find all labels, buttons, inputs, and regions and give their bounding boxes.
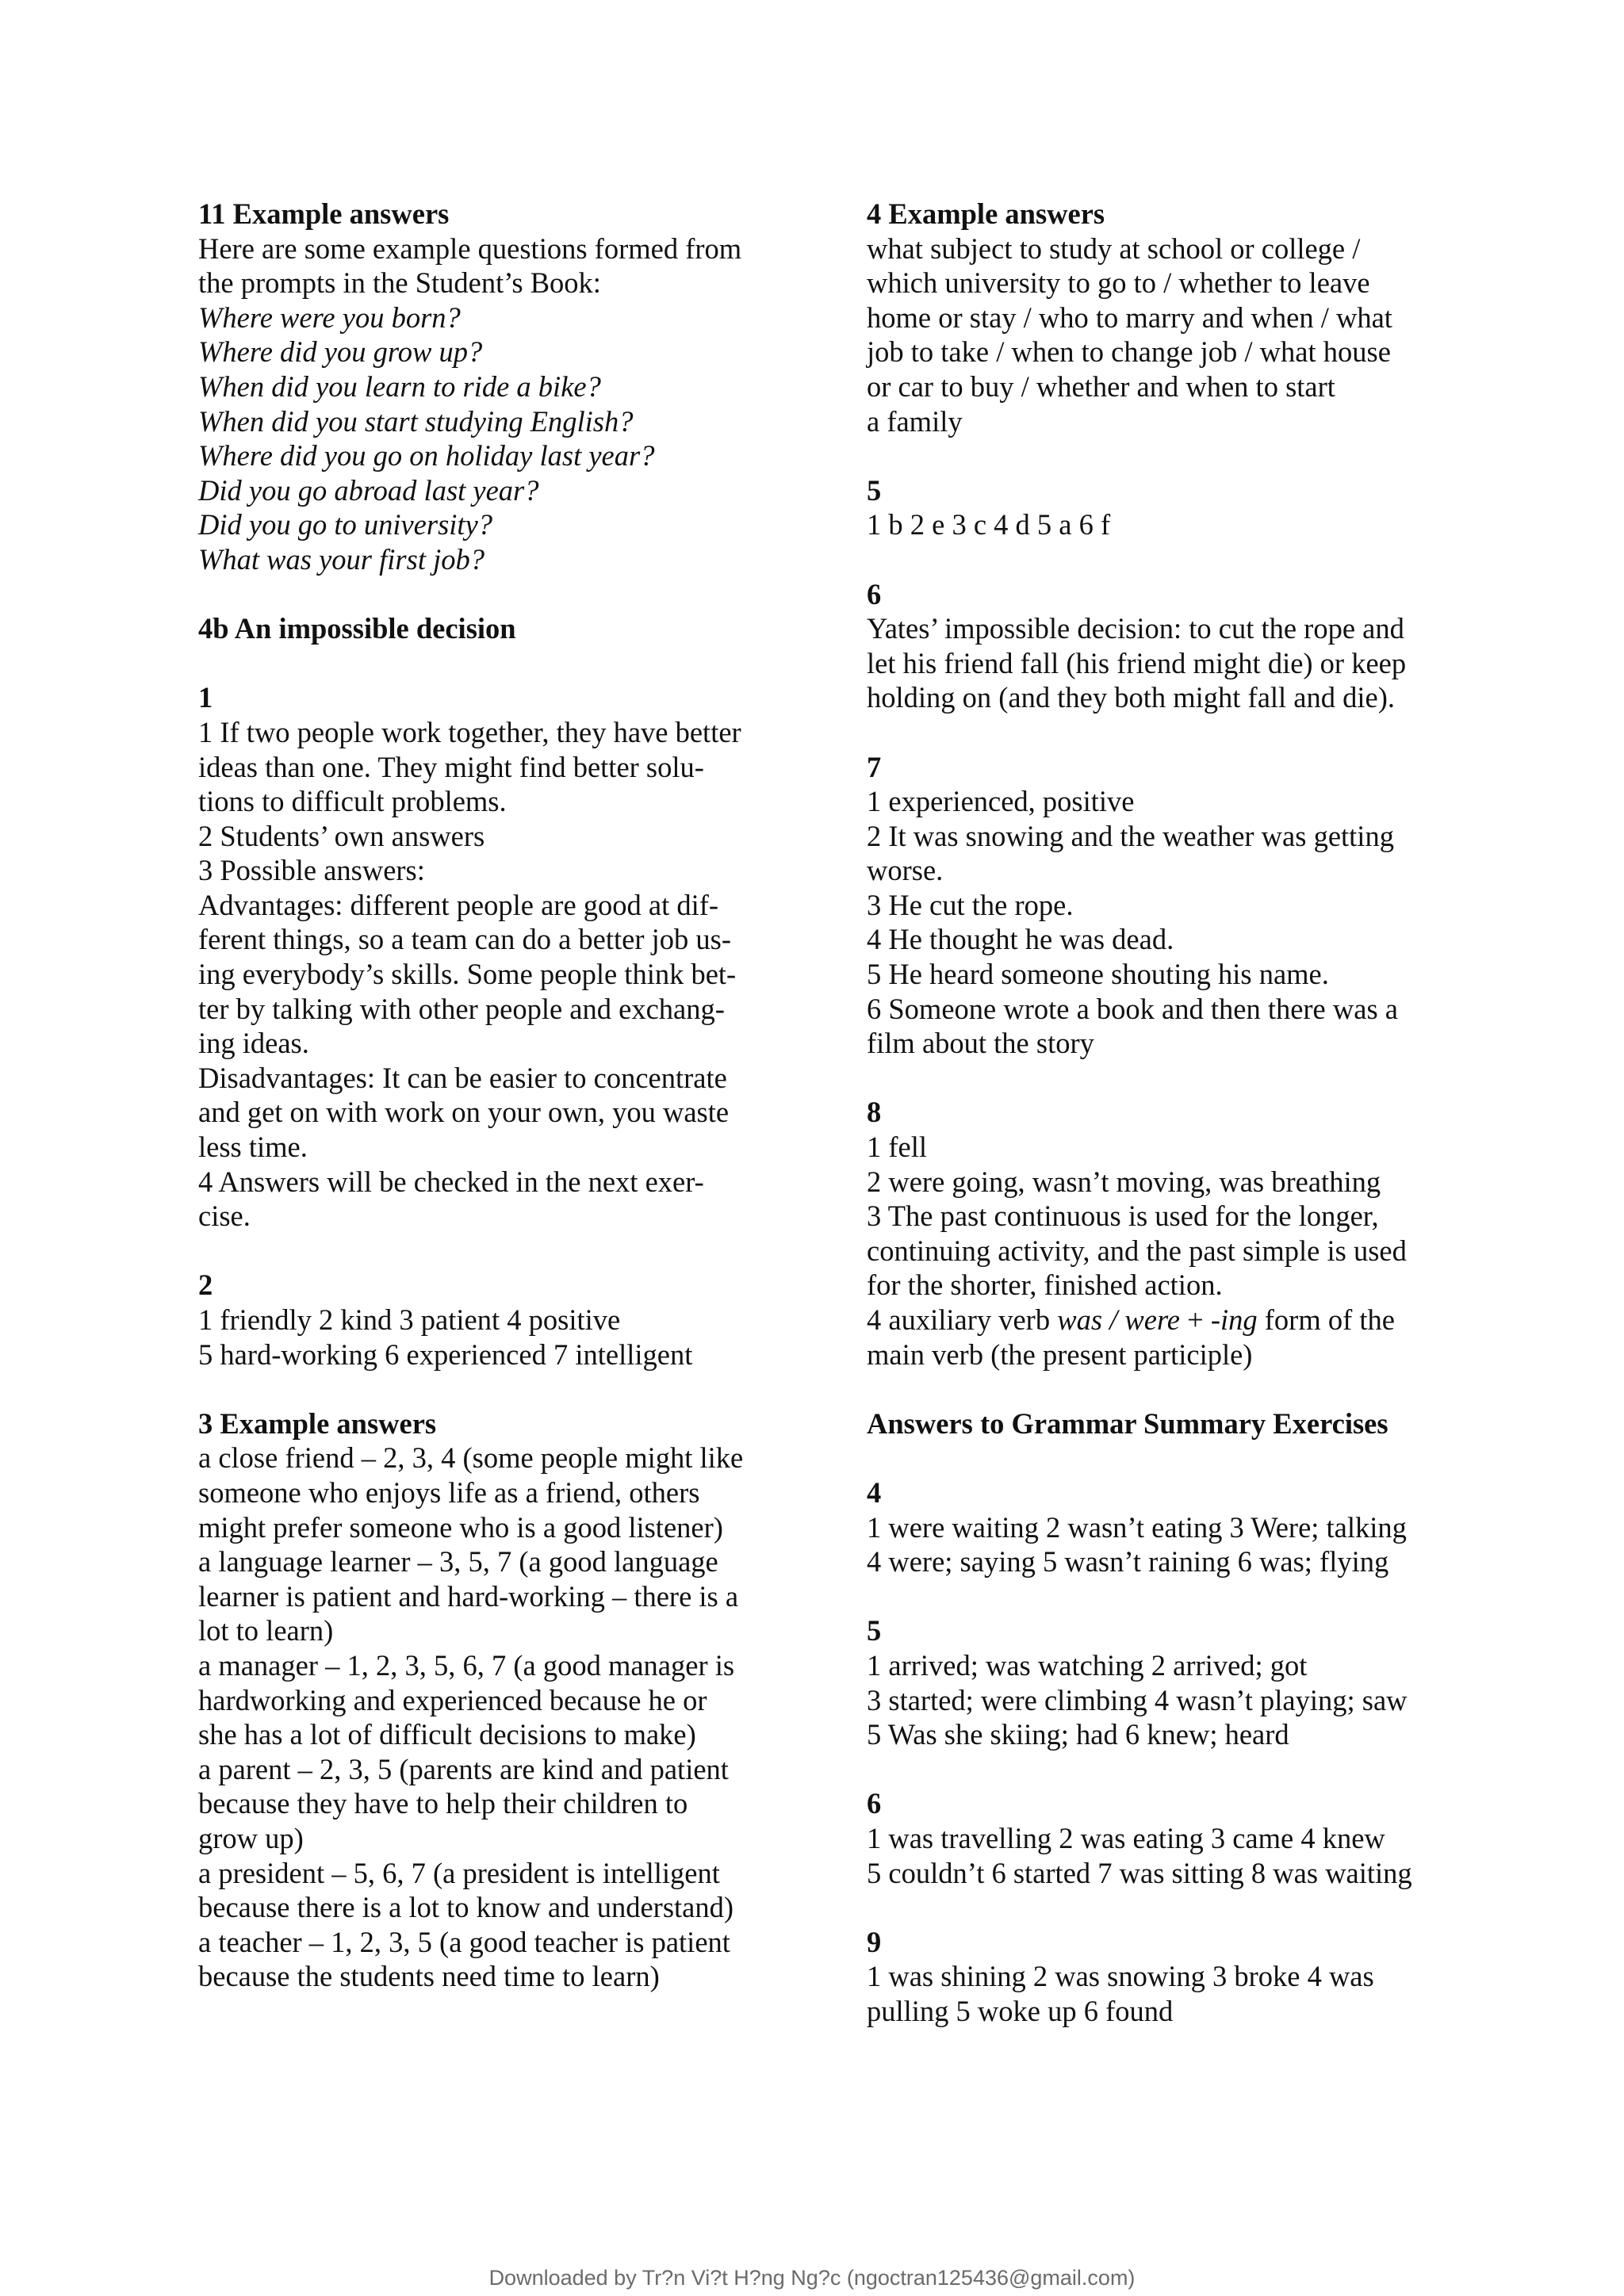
text-line: main verb (the present participle)	[867, 1337, 1253, 1371]
text-line: 1 was shining 2 was snowing 3 broke 4 was	[867, 1960, 1374, 1993]
text-line: because the students need time to learn)	[198, 1960, 660, 1993]
text-line: a language learner – 3, 5, 7 (a good language	[198, 1545, 718, 1578]
text-line: learner is patient and hard-working – there is a	[198, 1579, 739, 1613]
text-line: continuing activity, and the past simple is used	[867, 1234, 1407, 1267]
text-line: what subject to study at school or college /	[867, 232, 1361, 265]
section-heading: 5	[867, 1614, 882, 1647]
text-line: a teacher – 1, 2, 3, 5 (a good teacher is patient	[198, 1925, 730, 1958]
text-line: 1 were waiting 2 wasn’t eating 3 Were; talking	[867, 1510, 1407, 1544]
text-line: 2 It was snowing and the weather was getting	[867, 819, 1394, 852]
text-line: a president – 5, 6, 7 (a president is intelligent	[198, 1856, 720, 1889]
section-heading: 9	[867, 1925, 882, 1958]
paragraph-gap	[198, 646, 785, 681]
paragraph-gap	[867, 1579, 1469, 1614]
text-line: 1 experienced, positive	[867, 785, 1135, 818]
left-column	[198, 197, 785, 1994]
section-heading: 2	[198, 1269, 213, 1302]
text-line: ideas than one. They might find better solu-	[198, 750, 704, 783]
text-line: a manager – 1, 2, 3, 5, 6, 7 (a good manager is	[198, 1648, 735, 1682]
text-line: 5 He heard someone shouting his name.	[867, 958, 1329, 991]
text-line: 1 was travelling 2 was eating 3 came 4 knew	[867, 1821, 1385, 1854]
text-line: 1 If two people work together, they have better	[198, 715, 741, 748]
section-heading: 4 Example answers	[867, 197, 1105, 230]
text-line: a family	[867, 404, 963, 438]
text-line: worse.	[867, 854, 944, 887]
text-line: 4 He thought he was dead.	[867, 923, 1174, 956]
section-heading: 5	[867, 473, 882, 507]
text-segment: 4 auxiliary verb	[867, 1303, 1058, 1336]
text-line: Advantages: different people are good at dif-	[198, 888, 719, 921]
text-line: 1 arrived; was watching 2 arrived; got	[867, 1648, 1308, 1682]
text-line: 5 Was she skiing; had 6 knew; heard	[867, 1718, 1289, 1751]
text-line: and get on with work on your own, you waste	[198, 1096, 730, 1129]
text-line: because they have to help their children to	[198, 1787, 688, 1820]
text-line: Where did you grow up?	[198, 335, 483, 369]
section-heading: Answers to Grammar Summary Exercises	[867, 1406, 1388, 1440]
right-column	[867, 197, 1469, 2028]
text-line: grow up)	[198, 1821, 304, 1854]
text-line: home or stay / who to marry and when / what	[867, 300, 1392, 334]
paragraph-gap	[198, 577, 785, 612]
text-line: or car to buy / whether and when to start	[867, 369, 1335, 403]
text-line: lot to learn)	[198, 1614, 334, 1647]
text-line: 1 friendly 2 kind 3 patient 4 positive	[198, 1303, 621, 1336]
text-line: Where did you go on holiday last year?	[198, 439, 655, 473]
section-heading: 6	[867, 577, 882, 610]
text-line: the prompts in the Student’s Book:	[198, 266, 601, 300]
text-segment: -ing	[1210, 1303, 1258, 1336]
text-line: ing everybody’s skills. Some people think bet-	[198, 958, 737, 991]
paragraph-gap	[867, 1061, 1469, 1096]
text-line: 3 Possible answers:	[198, 854, 425, 887]
text-line: 5 hard-working 6 experienced 7 intelligent	[198, 1337, 693, 1371]
text-line: 3 He cut the rope.	[867, 888, 1074, 921]
text-line: What was your first job?	[198, 542, 485, 576]
text-line: for the shorter, finished action.	[867, 1269, 1223, 1302]
text-line: she has a lot of difficult decisions to make)	[198, 1718, 696, 1751]
text-line: Did you go abroad last year?	[198, 473, 539, 507]
text-line: When did you learn to ride a bike?	[198, 369, 601, 403]
text-line: holding on (and they both might fall and die).	[867, 681, 1396, 714]
text-line: ferent things, so a team can do a better job us-	[198, 923, 731, 956]
text-line: Did you go to university?	[198, 508, 493, 541]
text-line: Here are some example questions formed from	[198, 232, 742, 265]
text-line: a close friend – 2, 3, 4 (some people might like	[198, 1441, 744, 1475]
section-heading: 7	[867, 750, 882, 783]
text-line: 5 couldn’t 6 started 7 was sitting 8 was waiting	[867, 1856, 1412, 1889]
text-line: a parent – 2, 3, 5 (parents are kind and patient	[198, 1752, 729, 1785]
text-line: less time.	[198, 1131, 308, 1164]
text-line: ter by talking with other people and exchang-	[198, 992, 725, 1025]
text-line: which university to go to / whether to leave	[867, 266, 1370, 300]
text-line: 4 were; saying 5 wasn’t raining 6 was; flying	[867, 1545, 1389, 1578]
text-line: film about the story	[867, 1027, 1094, 1060]
paragraph-gap	[867, 1372, 1469, 1406]
text-line: 2 were going, wasn’t moving, was breathing	[867, 1165, 1381, 1198]
text-segment: +	[1180, 1303, 1211, 1336]
text-line: pulling 5 woke up 6 found	[867, 1994, 1174, 2027]
paragraph-gap	[867, 438, 1469, 473]
text-line: tions to difficult problems.	[198, 785, 507, 818]
text-line: might prefer someone who is a good listener)	[198, 1510, 723, 1544]
paragraph-gap	[867, 1441, 1469, 1475]
text-line	[867, 1303, 1469, 1337]
download-footer: Downloaded by Tr?n Vi?t H?ng Ng?c (ngoctran125436@gmail.com)	[488, 2266, 1136, 2290]
paragraph-gap	[867, 1890, 1469, 1925]
section-heading: 4b An impossible decision	[198, 612, 516, 645]
text-line: 4 Answers will be checked in the next exer-	[198, 1165, 704, 1198]
paragraph-gap	[198, 1372, 785, 1406]
section-heading: 11 Example answers	[198, 197, 450, 230]
text-line: 2 Students’ own answers	[198, 819, 485, 852]
text-line: When did you start studying English?	[198, 404, 634, 438]
text-segment: was / were	[1057, 1303, 1181, 1336]
text-line: 3 The past continuous is used for the longer,	[867, 1200, 1379, 1233]
text-line: 1 fell	[867, 1131, 928, 1164]
text-line: Where were you born?	[198, 300, 461, 334]
text-segment: form of the	[1257, 1303, 1395, 1336]
text-line: ing ideas.	[198, 1027, 309, 1060]
text-line: cise.	[198, 1200, 251, 1233]
text-line: 1 b 2 e 3 c 4 d 5 a 6 f	[867, 508, 1111, 541]
text-line: hardworking and experienced because he or	[198, 1683, 707, 1716]
section-heading: 6	[867, 1787, 882, 1820]
paragraph-gap	[867, 715, 1469, 750]
text-line: let his friend fall (his friend might die) or keep	[867, 646, 1407, 679]
paragraph-gap	[867, 542, 1469, 577]
text-line: someone who enjoys life as a friend, others	[198, 1475, 700, 1509]
text-line: 6 Someone wrote a book and then there was a	[867, 992, 1398, 1025]
section-heading: 8	[867, 1096, 882, 1129]
text-line: Disadvantages: It can be easier to concentrate	[198, 1061, 727, 1094]
text-line: 3 started; were climbing 4 wasn’t playing; saw	[867, 1683, 1408, 1716]
text-line: job to take / when to change job / what house	[867, 335, 1391, 369]
section-heading: 1	[198, 681, 213, 714]
section-heading: 4	[867, 1475, 882, 1509]
text-line: because there is a lot to know and understand)	[198, 1891, 734, 1924]
section-heading: 3 Example answers	[198, 1406, 437, 1440]
paragraph-gap	[198, 1234, 785, 1269]
paragraph-gap	[867, 1752, 1469, 1787]
text-line: Yates’ impossible decision: to cut the rope and	[867, 612, 1404, 645]
